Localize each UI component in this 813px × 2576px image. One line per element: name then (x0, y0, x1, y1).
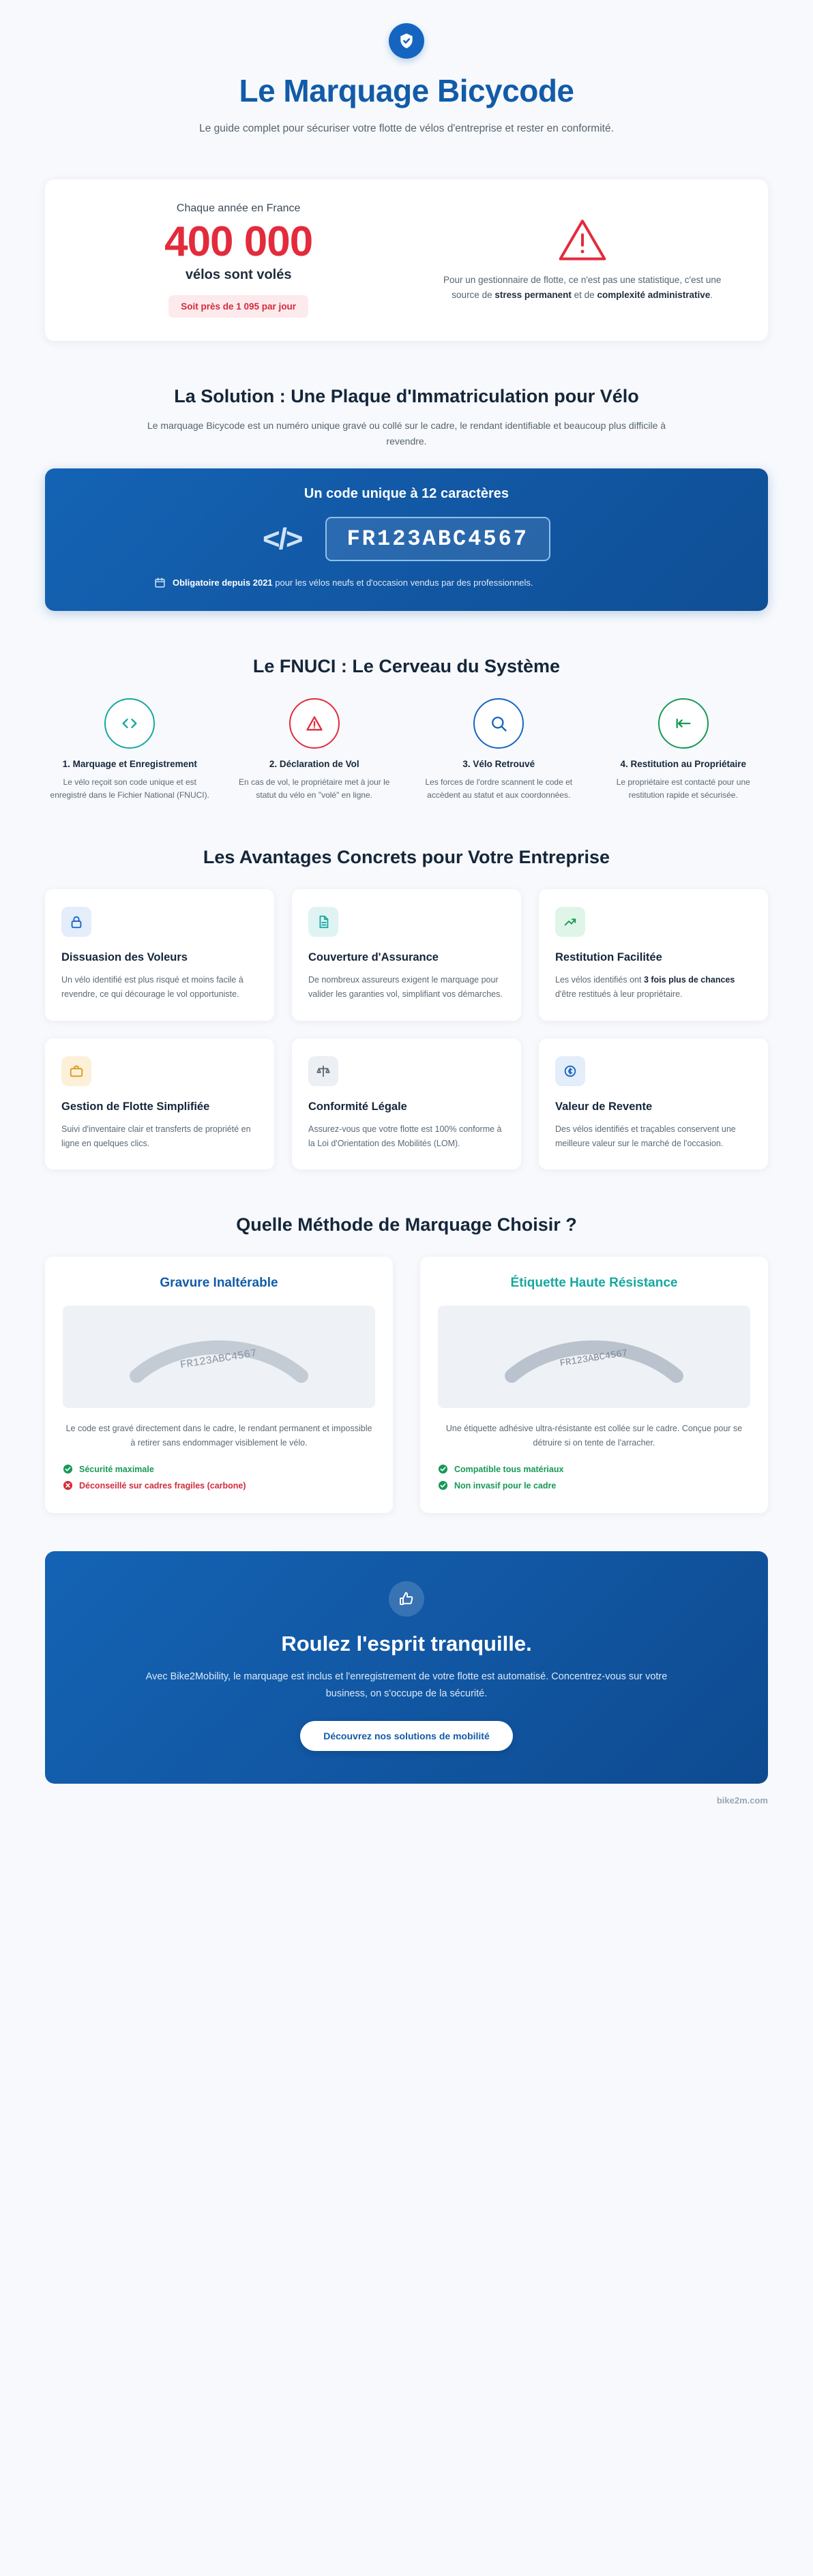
thumbs-up-icon (389, 1581, 424, 1617)
method-card-sticker (420, 1257, 768, 1513)
code-note (154, 576, 659, 590)
handshake-icon (658, 698, 709, 749)
coin-icon (555, 1056, 585, 1086)
footer-brand: bike2m.com (716, 1795, 768, 1806)
step-desc: En cas de vol, le propriétaire met à jour le statut du vélo en "volé" en ligne. (239, 777, 390, 800)
method-desc: Le code est gravé directement dans le cadre, le rendant permanent et impossible à retirer sans endommager visiblement le vélo. (65, 1423, 372, 1448)
check-circle-icon (438, 1480, 448, 1491)
method-title: Gravure Inaltérable (160, 1276, 278, 1291)
engraved-code: FR123ABC4567 (179, 1347, 258, 1371)
benefit-card (45, 889, 274, 1021)
code-banner-title: Un code unique à 12 caractères (304, 486, 509, 502)
hero-section (0, 0, 813, 149)
x-circle-icon (63, 1480, 73, 1491)
footer (45, 1795, 768, 1807)
frame-tube-illustration (123, 1313, 314, 1401)
benefit-desc: De nombreux assureurs exigent le marquage pour valider les garanties vol, simplifiant vos démarches. (308, 975, 503, 1000)
benefit-title: Couverture d'Assurance (308, 951, 439, 964)
code-note-bold: Obligatoire depuis 2021 (173, 578, 273, 588)
bicycode-value: FR123ABC4567 (325, 517, 550, 561)
document-icon (308, 907, 338, 937)
method-point: Compatible tous matériaux (438, 1464, 750, 1474)
benefit-desc: Les vélos identifiés ont 3 fois plus de chances d'être restitués à leur propriétaire. (555, 975, 735, 1000)
solution-description: Le marquage Bicycode est un numéro unique gravé ou collé sur le cadre, le rendant identifiable et beaucoup plus difficile à revendre. (147, 420, 666, 447)
hero-subtitle: Le guide complet pour sécuriser votre flotte de vélos d'entreprise et rester en conformité. (199, 122, 614, 134)
check-circle-icon (63, 1464, 73, 1474)
benefits-section-head (0, 845, 813, 870)
fnuci-steps (45, 698, 768, 803)
step-title: 4. Restitution au Propriétaire (620, 758, 747, 769)
shield-check-icon (389, 23, 424, 59)
code-icon (104, 698, 155, 749)
benefits-heading: Les Avantages Concrets pour Votre Entreprise (203, 847, 610, 868)
sticker-visual (438, 1306, 750, 1408)
briefcase-icon (61, 1056, 91, 1086)
step-desc: Le propriétaire est contacté pour une restitution rapide et sécurisée. (616, 777, 750, 800)
benefit-title: Restitution Facilitée (555, 951, 662, 964)
benefit-title: Valeur de Revente (555, 1100, 653, 1113)
step-item (230, 698, 400, 803)
code-banner (45, 468, 768, 611)
stats-left (76, 203, 400, 317)
method-cards (45, 1257, 768, 1513)
step-item (599, 698, 769, 803)
sticker-code: FR123ABC4567 (559, 1347, 629, 1370)
cta-button[interactable]: Découvrez nos solutions de mobilité (300, 1721, 512, 1751)
alert-triangle-icon (289, 698, 340, 749)
frame-tube-illustration (499, 1313, 690, 1401)
benefit-title: Dissuasion des Voleurs (61, 951, 188, 964)
step-title: 3. Vélo Retrouvé (462, 758, 535, 769)
trending-up-icon (555, 907, 585, 937)
stats-number: 400 000 (164, 218, 313, 266)
lock-icon (61, 907, 91, 937)
methods-heading: Quelle Méthode de Marquage Choisir ? (236, 1214, 577, 1235)
stats-sub: vélos sont volés (185, 267, 292, 282)
code-icon: </> (262, 522, 302, 556)
step-item (45, 698, 215, 803)
alert-triangle-icon (557, 217, 608, 262)
benefit-desc: Suivi d'inventaire clair et transferts de propriété en ligne en quelques clics. (61, 1124, 251, 1148)
page-title: Le Marquage Bicycode (239, 73, 574, 108)
solution-section-head (0, 385, 813, 450)
benefit-card (539, 889, 768, 1021)
engraving-visual (63, 1306, 375, 1408)
benefit-card (539, 1038, 768, 1170)
status-badge: Soit près de 1 095 par jour (168, 295, 308, 318)
benefit-cards (45, 889, 768, 1169)
cta-section (45, 1551, 768, 1784)
step-title: 2. Déclaration de Vol (269, 758, 359, 769)
benefit-card (292, 1038, 521, 1170)
step-desc: Le vélo reçoit son code unique et est enregistré dans le Fichier National (FNUCI). (50, 777, 209, 800)
check-circle-icon (438, 1464, 448, 1474)
cta-description: Avec Bike2Mobility, le marquage est inclus et l'enregistrement de votre flotte est automatisé. Concentrez-vous sur votre business, on s'occupe de la sécurité. (145, 1671, 668, 1699)
step-item (414, 698, 584, 803)
benefit-card (292, 889, 521, 1021)
step-desc: Les forces de l'ordre scannent le code et accèdent au statut et aux coordonnées. (425, 777, 573, 800)
code-row (72, 517, 741, 561)
benefit-desc: Assurez-vous que votre flotte est 100% conforme à la Loi d'Orientation des Mobilités (LOM). (308, 1124, 502, 1148)
method-point: Sécurité maximale (63, 1464, 375, 1474)
method-desc: Une étiquette adhésive ultra-résistante est collée sur le cadre. Conçue pour se détruire si on tente de l'arracher. (445, 1423, 743, 1448)
cta-title: Roulez l'esprit tranquille. (281, 1632, 532, 1656)
fnuci-section-head (0, 655, 813, 679)
method-points (63, 1464, 375, 1491)
method-points (438, 1464, 750, 1491)
calendar-icon (154, 577, 166, 588)
methods-section-head (0, 1213, 813, 1238)
scale-icon (308, 1056, 338, 1086)
search-icon (473, 698, 524, 749)
solution-heading: La Solution : Une Plaque d'Immatriculation pour Vélo (174, 385, 639, 406)
stats-right (428, 217, 737, 303)
fnuci-heading: Le FNUCI : Le Cerveau du Système (252, 656, 561, 677)
step-title: 1. Marquage et Enregistrement (62, 758, 197, 769)
benefit-desc: Des vélos identifiés et traçables conservent une meilleure valeur sur le marché de l'occasion. (555, 1124, 736, 1148)
method-title: Étiquette Haute Résistance (510, 1276, 678, 1291)
benefit-title: Conformité Légale (308, 1100, 407, 1113)
method-point: Déconseillé sur cadres fragiles (carbone) (63, 1480, 375, 1491)
benefit-desc: Un vélo identifié est plus risqué et moins facile à revendre, ce qui décourage le vol opportuniste. (61, 975, 243, 1000)
method-card-engraving (45, 1257, 393, 1513)
benefit-card (45, 1038, 274, 1170)
stats-label: Chaque année en France (176, 203, 301, 215)
method-point: Non invasif pour le cadre (438, 1480, 750, 1491)
stats-card (45, 179, 768, 340)
stats-description: Pour un gestionnaire de flotte, ce n'est pas une statistique, c'est une source de stress permanent et de complexité administrative. (443, 275, 722, 301)
code-note-rest: pour les vélos neufs et d'occasion vendus par des professionnels. (272, 578, 533, 588)
benefit-title: Gestion de Flotte Simplifiée (61, 1100, 210, 1113)
